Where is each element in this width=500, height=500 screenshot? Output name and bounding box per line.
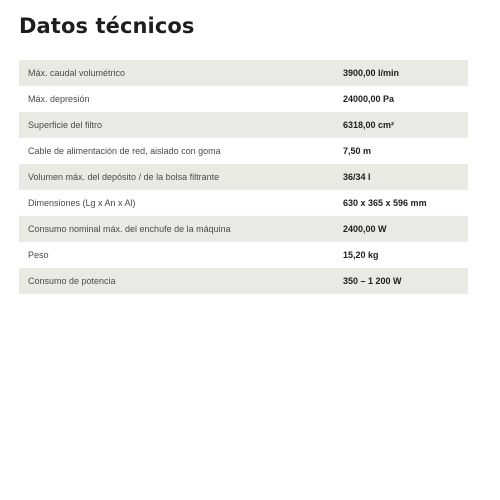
spec-label: Máx. caudal volumétrico [28, 68, 126, 78]
spec-value: 630 x 365 x 596 mm [343, 198, 427, 208]
spec-value: 36/34 l [343, 172, 371, 182]
spec-label: Cable de alimentación de red, aislado con goma [28, 146, 221, 156]
spec-label: Volumen máx. del depósito / de la bolsa filtrante [28, 172, 220, 182]
table-row [19, 216, 468, 242]
spec-value: 7,50 m [343, 146, 372, 156]
spec-value: 15,20 kg [343, 250, 379, 260]
table-row [19, 190, 468, 216]
page-title: Datos técnicos [19, 14, 195, 38]
spec-label: Dimensiones (Lg x An x Al) [28, 198, 136, 208]
spec-value: 2400,00 W [343, 224, 387, 234]
spec-label: Superficie del filtro [28, 120, 103, 130]
spec-value: 3900,00 l/min [343, 68, 400, 78]
table-row [19, 60, 468, 86]
table-row [19, 242, 468, 268]
table-row [19, 268, 468, 294]
spec-label: Consumo de potencia [28, 276, 116, 286]
spec-value: 24000,00 Pa [343, 94, 395, 104]
table-row [19, 86, 468, 112]
table-row [19, 164, 468, 190]
spec-value: 350 – 1 200 W [343, 276, 402, 286]
spec-label: Peso [28, 250, 49, 260]
table-row [19, 138, 468, 164]
spec-label: Consumo nominal máx. del enchufe de la máquina [28, 224, 231, 234]
spec-value: 6318,00 cm² [343, 120, 395, 130]
table-row [19, 112, 468, 138]
technical-data-table [19, 60, 468, 294]
spec-label: Máx. depresión [28, 94, 90, 104]
